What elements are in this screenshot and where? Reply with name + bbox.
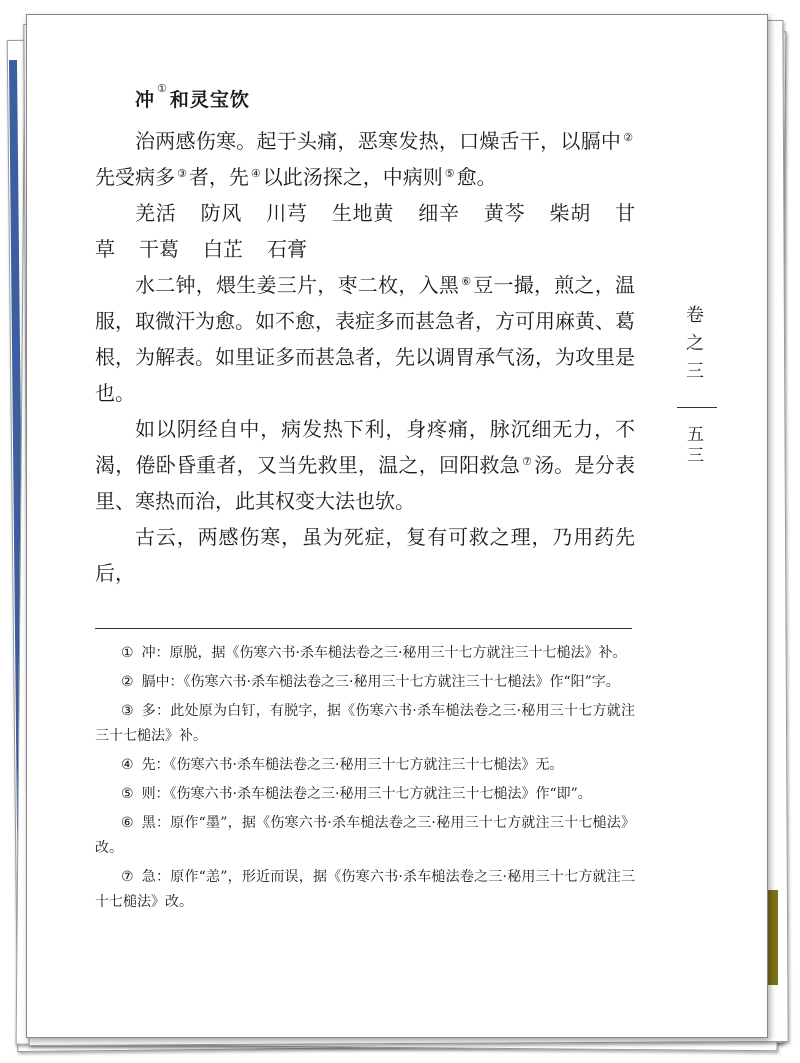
footnote-item: ③ 多：此处原为白钉，有脱字，据《伤寒六书·杀车槌法卷之三·秘用三十七方就注三十七槌法》补。 <box>95 703 635 744</box>
herb-item: 细辛 <box>418 201 460 225</box>
herb-item: 干葛 <box>139 237 179 261</box>
footnote-ref: ③ <box>177 167 187 180</box>
paragraph-yin-channel: 如以阴经自中，病发热下利，身疼痛，脉沉细无力，不渴，倦卧昏重者，又当先救里，温之，回阳救急 ⑦ 汤。是分表里、寒热而治，此其权变大法也欤。 <box>95 417 636 513</box>
herb-item: 甘草 <box>95 201 636 261</box>
herb-item: 羌活 <box>135 201 177 225</box>
footnote-item: ④ 先：《伤寒六书·杀车槌法卷之三·秘用三十七方就注三十七槌法》无。 <box>121 757 564 773</box>
page-number: 五三 <box>683 425 703 467</box>
footnote-divider <box>95 628 632 629</box>
paragraph-ancient-saying: 古云，两感伤寒，虽为死症，复有可救之理，乃用药先后， <box>95 525 635 585</box>
paragraph-preparation: 水二钟，煨生姜三片，枣二枚，入黑 ⑥ 豆一撮，煎之，温服，取微汗为愈。如不愈，表症多而甚急者，方可用麻黄、葛根，为解表。如里证多而甚急者，先以调胃承气汤，为攻里是也。 <box>95 273 636 405</box>
herb-item: 川芎 <box>266 201 308 225</box>
herb-item: 白芷 <box>203 237 243 261</box>
footnote-ref: ① <box>157 82 168 95</box>
paragraph-ingredients <box>95 195 635 267</box>
paragraph-indications: 治两感伤寒。起于头痛，恶寒发热，口燥舌干，以膈中 ②先受病多 ③ 者，先 ④ 以此汤探之，中病则 ⑤ 愈。 <box>95 129 633 189</box>
title-part-2: 和灵宝饮 <box>169 89 250 111</box>
section-title <box>135 82 250 112</box>
footnote-item: ⑤ 则：《伤寒六书·杀车槌法卷之三·秘用三十七方就注三十七槌法》作“即”。 <box>121 786 592 802</box>
running-head-divider <box>677 407 717 408</box>
footnotes <box>95 641 635 919</box>
herb-item: 生地黄 <box>331 201 395 225</box>
footnote-ref: ⑦ <box>521 455 533 468</box>
title-part-1: 冲 <box>135 89 156 111</box>
herb-item: 防风 <box>200 201 243 225</box>
herb-item: 黄芩 <box>483 201 526 225</box>
herb-item: 柴胡 <box>549 201 592 225</box>
herb-item: 石膏 <box>267 237 307 261</box>
footnote-ref: ④ <box>250 167 261 180</box>
main-text <box>95 123 635 591</box>
footnote-item: ⑦ 急：原作“恙”，形近而误，据《伤寒六书·杀车槌法卷之三·秘用三十七方就注三十七槌法》改。 <box>95 869 635 910</box>
footnote-ref: ⑥ <box>461 275 472 288</box>
footnote-item: ⑥ 黑：原作“墨”，据《伤寒六书·杀车槌法卷之三·秘用三十七方就注三十七槌法》改。 <box>95 815 635 856</box>
footnote-item: ① 冲：原脱，据《伤寒六书·杀车槌法卷之三·秘用三十七方就注三十七槌法》补。 <box>121 645 627 661</box>
footnote-ref: ② <box>623 131 633 144</box>
book-page <box>26 14 768 1038</box>
page-stack-ribbon <box>768 890 778 985</box>
running-head-volume: 卷之三 <box>683 305 704 389</box>
footnote-item: ② 膈中：《伤寒六书·杀车槌法卷之三·秘用三十七方就注三十七槌法》作“阳”字。 <box>121 674 620 690</box>
footnote-ref: ⑤ <box>444 167 455 180</box>
